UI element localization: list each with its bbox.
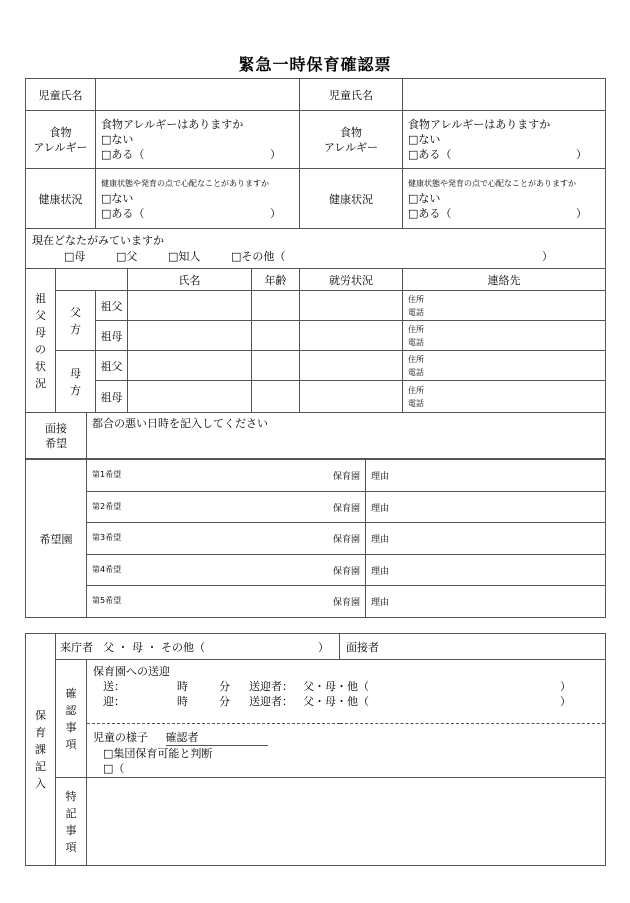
child-state-field[interactable]: 児童の様子 確認者 □集団保育可能と判断 □（ — [87, 724, 606, 778]
preferred-label: 希望園 — [26, 460, 87, 618]
maternal-grandmother-name[interactable] — [128, 381, 252, 413]
caregiver-row[interactable]: 現在どなたがみていますか □母 □父 □知人 □その他（ ） — [26, 229, 606, 269]
paternal-grandfather-work[interactable] — [300, 291, 403, 321]
preferred-nursery-table — [25, 459, 606, 618]
paternal-grandmother-contact[interactable]: 住所 電話 — [403, 321, 606, 351]
maternal-grandfather-age[interactable] — [252, 351, 300, 381]
food-allergy-label-2: 食物 アレルギー — [300, 111, 403, 169]
child-name-label-2: 児童氏名 — [300, 79, 403, 111]
interview-field[interactable]: 都合の悪い日時を記入してください — [87, 413, 606, 459]
visitor-field[interactable]: 来庁者 父 ・ 母 ・ その他（ ） — [56, 634, 340, 660]
transport-field[interactable]: 保育園への送迎 送： 時 分 送迎者： 父・母・他（ ） 迎： 時 分 送迎者： 父・母・他（ ） — [87, 660, 606, 724]
office-use-table — [25, 633, 606, 866]
maternal-grandmother-label: 祖母 — [96, 381, 128, 413]
gp-header-work: 就労状況 — [300, 269, 403, 291]
health-label: 健康状況 — [26, 169, 96, 229]
maternal-grandmother-age[interactable] — [252, 381, 300, 413]
preference-5[interactable]: 第5希望 保育園 — [87, 586, 366, 618]
paternal-grandfather-age[interactable] — [252, 291, 300, 321]
allergy-answer-2[interactable]: 食物アレルギーはありますか □ない □ある（ ） — [403, 111, 606, 169]
gp-header-blank — [56, 269, 128, 291]
maternal-grandfather-work[interactable] — [300, 351, 403, 381]
preference-1-reason[interactable]: 理由 — [366, 460, 606, 492]
allergy-answer-1[interactable]: 食物アレルギーはありますか □ない □ある（ ） — [96, 111, 300, 169]
preference-4[interactable]: 第4希望 保育園 — [87, 555, 366, 586]
preference-2-reason[interactable]: 理由 — [366, 492, 606, 523]
maternal-label: 母 方 — [56, 351, 96, 413]
preference-3[interactable]: 第3希望 保育園 — [87, 523, 366, 555]
maternal-grandfather-contact[interactable]: 住所 電話 — [403, 351, 606, 381]
maternal-grandmother-contact[interactable]: 住所 電話 — [403, 381, 606, 413]
gp-header-age: 年齢 — [252, 269, 300, 291]
gp-header-name: 氏名 — [128, 269, 252, 291]
interviewer-field[interactable]: 面接者 — [340, 634, 606, 660]
paternal-grandmother-name[interactable] — [128, 321, 252, 351]
paternal-grandmother-work[interactable] — [300, 321, 403, 351]
child-name-field[interactable] — [96, 79, 300, 111]
child-name-label: 児童氏名 — [26, 79, 96, 111]
grandparents-section-label: 祖 父 母 の 状 況 — [26, 269, 56, 413]
notes-field[interactable] — [87, 778, 606, 866]
notes-label: 特 記 事 項 — [56, 778, 87, 866]
confirm-label: 確 認 事 項 — [56, 660, 87, 778]
main-form-table — [25, 78, 606, 459]
interview-label: 面接 希望 — [26, 413, 87, 459]
preference-3-reason[interactable]: 理由 — [366, 523, 606, 555]
health-answer-2[interactable]: 健康状態や発育の点で心配なことがありますか □ない □ある（ ） — [403, 169, 606, 229]
paternal-grandfather-name[interactable] — [128, 291, 252, 321]
paternal-label: 父 方 — [56, 291, 96, 351]
preference-2[interactable]: 第2希望 保育園 — [87, 492, 366, 523]
paternal-grandfather-contact[interactable]: 住所 電話 — [403, 291, 606, 321]
health-label-2: 健康状況 — [300, 169, 403, 229]
food-allergy-label: 食物 アレルギー — [26, 111, 96, 169]
maternal-grandfather-name[interactable] — [128, 351, 252, 381]
preference-5-reason[interactable]: 理由 — [366, 586, 606, 618]
health-answer-1[interactable]: 健康状態や発育の点で心配なことがありますか □ない □ある（ ） — [96, 169, 300, 229]
office-section-label: 保 育 課 記 入 — [26, 634, 56, 866]
gp-header-contact: 連絡先 — [403, 269, 606, 291]
maternal-grandmother-work[interactable] — [300, 381, 403, 413]
paternal-grandmother-label: 祖母 — [96, 321, 128, 351]
paternal-grandfather-label: 祖父 — [96, 291, 128, 321]
page-title: 緊急一時保育確認票 — [238, 55, 392, 74]
preference-4-reason[interactable]: 理由 — [366, 555, 606, 586]
child-name-field-2[interactable] — [403, 79, 606, 111]
paternal-grandmother-age[interactable] — [252, 321, 300, 351]
maternal-grandfather-label: 祖父 — [96, 351, 128, 381]
preference-1[interactable]: 第1希望 保育園 — [87, 460, 366, 492]
